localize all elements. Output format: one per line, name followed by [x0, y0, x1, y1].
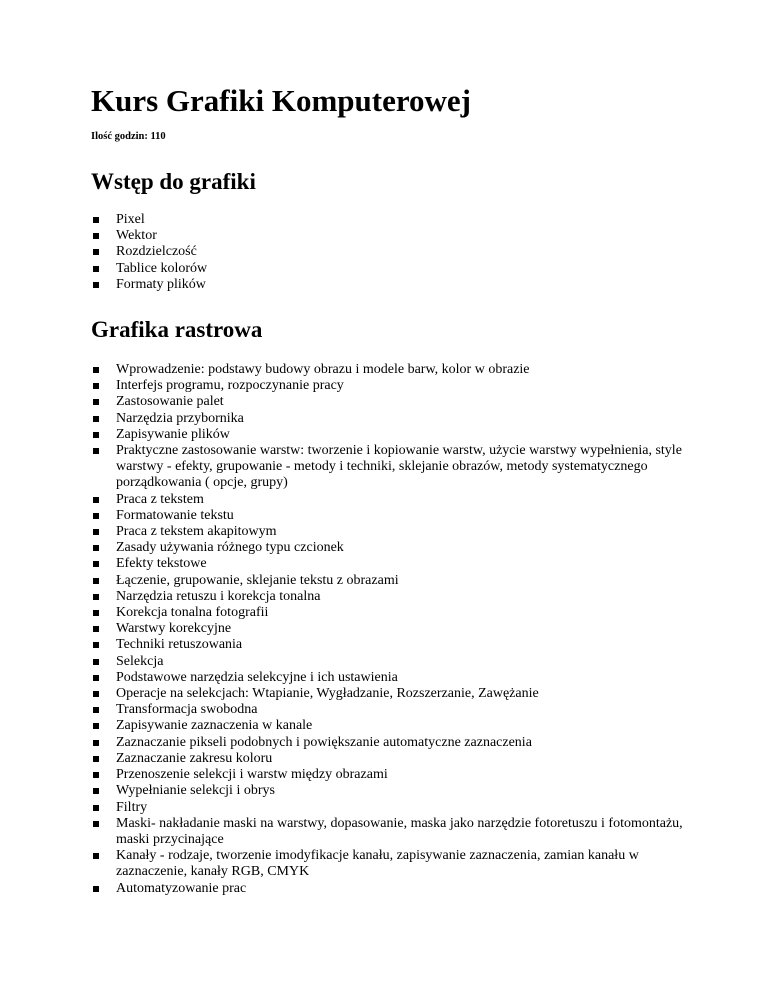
square-bullet-icon	[93, 416, 99, 422]
list-item	[91, 540, 691, 556]
list-item-text: Zaznaczanie pikseli podobnych i powiększanie automatyczne zaznaczenia	[116, 734, 532, 750]
list-item-text: Formatowanie tekstu	[116, 507, 234, 523]
square-bullet-icon	[93, 432, 99, 438]
list-item	[91, 621, 691, 637]
list-item	[91, 261, 691, 277]
list-item-text: Zaznaczanie zakresu koloru	[116, 750, 273, 766]
square-bullet-icon	[93, 561, 99, 567]
square-bullet-icon	[93, 626, 99, 632]
list-item	[91, 654, 691, 670]
section-heading-raster: Grafika rastrowa	[91, 317, 263, 343]
list-item-text: Wprowadzenie: podstawy budowy obrazu i modele barw, kolor w obrazie	[116, 362, 530, 378]
square-bullet-icon	[93, 853, 99, 859]
list-item	[91, 508, 691, 524]
square-bullet-icon	[93, 659, 99, 665]
document-title: Kurs Grafiki Komputerowej	[91, 83, 472, 118]
list-item-text: Techniki retuszowania	[116, 637, 243, 653]
list-item-text: Automatyzowanie prac	[116, 880, 247, 896]
list-item-text: Praca z tekstem	[116, 491, 204, 507]
list-item-text: Wypełnianie selekcji i obrys	[116, 783, 275, 799]
list-item	[91, 244, 691, 260]
list-item-text: Podstawowe narzędzia selekcyjne i ich ustawienia	[116, 669, 398, 685]
list-item	[91, 524, 691, 540]
list-item-text: Zapisywanie zaznaczenia w kanale	[116, 718, 313, 734]
list-item	[91, 492, 691, 508]
list-item-text: Maski- nakładanie maski na warstwy, dopasowanie, maska jako narzędzie fotoretuszu i fotomontażu, maski przycinające	[116, 815, 683, 847]
square-bullet-icon	[93, 805, 99, 811]
list-item	[91, 228, 691, 244]
square-bullet-icon	[93, 821, 99, 827]
list-item	[91, 411, 691, 427]
list-item	[91, 362, 691, 378]
list-item	[91, 443, 691, 492]
bullet-list-raster	[91, 362, 691, 897]
square-bullet-icon	[93, 772, 99, 778]
list-item-text: Efekty tekstowe	[116, 556, 207, 572]
list-item-text: Tablice kolorów	[116, 260, 208, 276]
square-bullet-icon	[93, 367, 99, 373]
list-item-text: Praktyczne zastosowanie warstw: tworzenie i kopiowanie warstw, użycie warstwy wypełnienia, style warstwy - efekty, grupowanie - metody i techniki, sklejanie obrazów, metody systematycznego porządkowania ( opcje, grupy)	[116, 443, 682, 491]
list-item	[91, 378, 691, 394]
list-item	[91, 848, 691, 880]
list-item	[91, 702, 691, 718]
list-item	[91, 637, 691, 653]
list-item-text: Praca z tekstem akapitowym	[116, 524, 277, 540]
square-bullet-icon	[93, 691, 99, 697]
list-item	[91, 605, 691, 621]
square-bullet-icon	[93, 610, 99, 616]
list-item	[91, 735, 691, 751]
list-item-text: Wektor	[116, 228, 157, 244]
square-bullet-icon	[93, 740, 99, 746]
list-item-text: Zastosowanie palet	[116, 394, 224, 410]
square-bullet-icon	[93, 399, 99, 405]
square-bullet-icon	[93, 448, 99, 454]
list-item	[91, 783, 691, 799]
list-item	[91, 556, 691, 572]
list-item	[91, 427, 691, 443]
square-bullet-icon	[93, 249, 99, 255]
list-item-text: Filtry	[116, 799, 148, 815]
bullet-list-intro	[91, 212, 691, 293]
hours-label: Ilość godzin: 110	[91, 131, 166, 142]
list-item-text: Operacje na selekcjach: Wtapianie, Wygładzanie, Rozszerzanie, Zawężanie	[116, 686, 539, 702]
list-item-text: Narzędzia retuszu i korekcja tonalna	[116, 588, 321, 604]
square-bullet-icon	[93, 756, 99, 762]
list-item	[91, 573, 691, 589]
square-bullet-icon	[93, 723, 99, 729]
list-item-text: Zasady używania różnego typu czcionek	[116, 540, 344, 556]
list-item	[91, 589, 691, 605]
square-bullet-icon	[93, 282, 99, 288]
list-item-text: Łączenie, grupowanie, sklejanie tekstu z obrazami	[116, 572, 399, 588]
square-bullet-icon	[93, 513, 99, 519]
square-bullet-icon	[93, 266, 99, 272]
list-item-text: Formaty plików	[116, 276, 206, 292]
square-bullet-icon	[93, 233, 99, 239]
square-bullet-icon	[93, 578, 99, 584]
square-bullet-icon	[93, 529, 99, 535]
document-page	[91, 82, 691, 897]
list-item-text: Interfejs programu, rozpoczynanie pracy	[116, 378, 344, 394]
list-item	[91, 751, 691, 767]
list-item-text: Narzędzia przybornika	[116, 410, 244, 426]
list-item-text: Rozdzielczość	[116, 244, 197, 260]
square-bullet-icon	[93, 675, 99, 681]
section-heading-intro: Wstęp do grafiki	[91, 169, 256, 194]
list-item	[91, 394, 691, 410]
list-item-text: Warstwy korekcyjne	[116, 621, 232, 637]
square-bullet-icon	[93, 594, 99, 600]
list-item-text: Przenoszenie selekcji i warstw między obrazami	[116, 767, 388, 783]
list-item	[91, 686, 691, 702]
square-bullet-icon	[93, 788, 99, 794]
list-item-text: Pixel	[116, 212, 145, 227]
list-item	[91, 212, 691, 228]
square-bullet-icon	[93, 545, 99, 551]
square-bullet-icon	[93, 383, 99, 389]
square-bullet-icon	[93, 217, 99, 223]
square-bullet-icon	[93, 886, 99, 892]
list-item	[91, 670, 691, 686]
list-item-text: Zapisywanie plików	[116, 426, 230, 442]
list-item-text: Kanały - rodzaje, tworzenie imodyfikacje kanału, zapisywanie zaznaczenia, zamian kanału w zaznaczenie, kanały RGB, CMYK	[116, 848, 639, 880]
list-item-text: Transformacja swobodna	[116, 702, 258, 718]
square-bullet-icon	[93, 497, 99, 503]
list-item	[91, 800, 691, 816]
list-item-text: Korekcja tonalna fotografii	[116, 605, 269, 621]
square-bullet-icon	[93, 642, 99, 648]
list-item	[91, 718, 691, 734]
list-item	[91, 277, 691, 293]
list-item-text: Selekcja	[116, 653, 164, 669]
list-item	[91, 881, 691, 897]
list-item	[91, 767, 691, 783]
square-bullet-icon	[93, 707, 99, 713]
list-item	[91, 816, 691, 848]
